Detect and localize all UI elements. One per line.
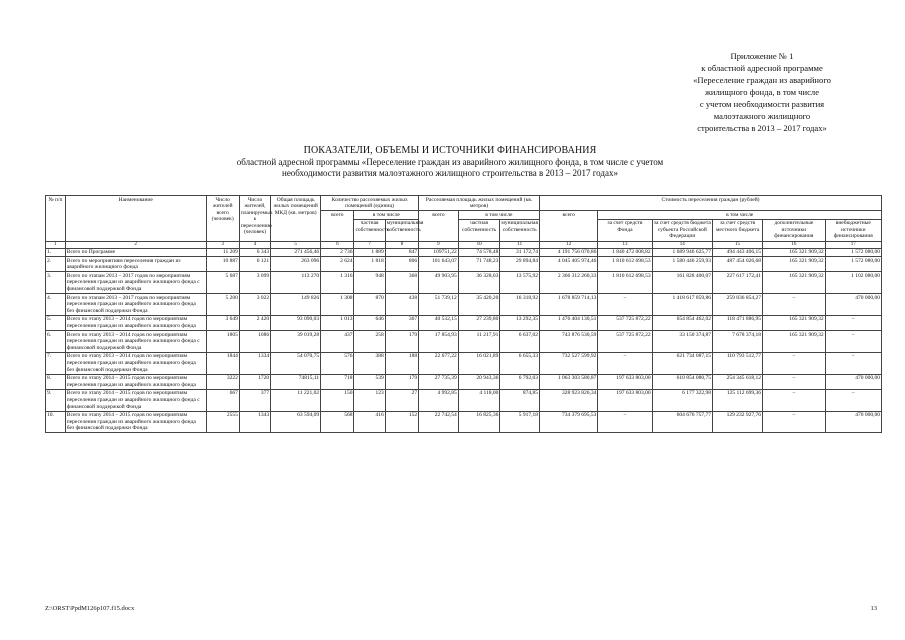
header-cost-group: Стоимость переселения граждан (рублей) — [540, 196, 882, 211]
row-value: 646 — [354, 315, 385, 330]
header-residents: Число жителей всего (человек) — [206, 196, 239, 242]
row-value: 1 580 446 259,93 — [652, 257, 712, 272]
row-value: 39 019,28 — [271, 331, 321, 353]
row-value: 259 836 854,27 — [713, 294, 763, 316]
header-fund: за счет средств Фонда — [598, 219, 652, 241]
row-value: 6 792,03 — [500, 374, 540, 389]
row-value: 165 321 909,32 — [763, 315, 826, 330]
row-value: 1 889 — [354, 248, 385, 257]
row-value: 470 000,00 — [825, 294, 881, 316]
row-value: 5 917,18 — [500, 411, 540, 433]
row-value: 11 217,91 — [458, 331, 500, 353]
column-number: 4 — [239, 241, 270, 248]
header-area: Общая площадь жилых помещений МКД (кв. метров) — [271, 196, 321, 242]
row-value: 16 825,36 — [458, 411, 500, 433]
row-value: 576 — [321, 352, 354, 374]
row-value: 113 270 — [271, 272, 321, 294]
row-value: 6 637,02 — [500, 331, 540, 353]
row-number: 10. — [46, 411, 66, 433]
row-value: 1 840 472 008,82 — [598, 248, 652, 257]
row-value: 1 476 404 130,51 — [540, 315, 598, 330]
row-value: 16 318,92 — [500, 294, 540, 316]
header-area-incl: в том числе — [458, 211, 539, 220]
row-value: 35 420,20 — [458, 294, 500, 316]
column-number: 7 — [354, 241, 385, 248]
row-name: Всего по этапам 2013 – 2017 годов по мероприятиям переселения граждан из аварийного жилищного фонда без финансовой поддержки Фонда — [65, 294, 206, 316]
row-number: 8. — [46, 374, 66, 389]
row-value: 150 — [321, 389, 354, 411]
row-value: 537 725 872,22 — [598, 331, 652, 353]
row-value: 1 572 080,00 — [825, 248, 881, 257]
row-value: – — [598, 352, 652, 374]
column-number-row — [46, 241, 882, 248]
row-value: 7 678 374,18 — [713, 331, 763, 353]
row-name: Всего по этапу 2013 – 2014 годов по мероприятиям переселения граждан из аварийного жилищного фонда с финансовой поддержкой Фонда — [65, 331, 206, 353]
header-resettled: Число жителей, планируемых к переселению (человек) — [239, 196, 270, 242]
column-number: 17 — [825, 241, 881, 248]
row-value: 49 903,95 — [419, 272, 459, 294]
header-rooms-private: частная собственность — [354, 219, 385, 241]
appendix-line: жилищного фонда, в том числе — [704, 87, 820, 97]
row-value: 6 343 — [239, 248, 270, 257]
table-row — [46, 411, 882, 433]
header-additional: дополнительные источники финансирования — [763, 219, 826, 241]
row-value: 5 687 — [206, 272, 239, 294]
row-value: 20 943,36 — [458, 374, 500, 389]
row-value: 36 328,03 — [458, 272, 500, 294]
column-number: 6 — [321, 241, 354, 248]
row-value: 109751,22 — [419, 248, 459, 257]
column-number: 15 — [713, 241, 763, 248]
appendix-line: к областной адресной программе — [701, 63, 823, 73]
row-value: – — [763, 294, 826, 316]
row-value: – — [598, 411, 652, 433]
row-value: 734 379 695,53 — [540, 411, 598, 433]
row-value: 6 177 322,98 — [652, 389, 712, 411]
table-row — [46, 374, 882, 389]
row-value: 806 — [385, 257, 418, 272]
row-value: 377 — [239, 389, 270, 411]
indicators-table — [45, 195, 882, 433]
column-number: 2 — [65, 241, 206, 248]
row-value: – — [825, 352, 881, 374]
row-value: 254 345 618,12 — [713, 374, 763, 389]
row-value: 5 200 — [206, 294, 239, 316]
row-value: 494 443 406,15 — [713, 248, 763, 257]
appendix-line: с учетом необходимости развития — [699, 99, 825, 109]
header-rooms-incl: в том числе — [354, 211, 419, 220]
row-value: 110 793 512,77 — [713, 352, 763, 374]
row-value: 13 575,92 — [500, 272, 540, 294]
row-value: – — [825, 389, 881, 411]
row-value: 33 150 374,87 — [652, 331, 712, 353]
row-name: Всего по этапу 2013 – 2014 годов по мероприятиям переселения граждан из аварийного жилищного фонда — [65, 315, 206, 330]
row-value: 118 471 886,95 — [713, 315, 763, 330]
row-value: 165 321 909,32 — [763, 272, 826, 294]
row-value: 1 810 612 698,53 — [598, 272, 652, 294]
column-number: 5 — [271, 241, 321, 248]
row-value: 179 — [385, 374, 418, 389]
row-value: 604 676 757,77 — [652, 411, 712, 433]
row-value: 4 191 756 070,86 — [540, 248, 598, 257]
column-number: 10 — [458, 241, 500, 248]
row-value: 3 649 — [206, 315, 239, 330]
row-value: 539 — [354, 374, 385, 389]
row-number: 5. — [46, 315, 66, 330]
footer-page-number: 13 — [870, 605, 877, 612]
row-value: 74815,11 — [271, 374, 321, 389]
row-value: 1 678 859 714,13 — [540, 294, 598, 316]
row-number: 6. — [46, 331, 66, 353]
row-value: – — [763, 389, 826, 411]
row-value: 125 112 699,36 — [713, 389, 763, 411]
document-heading — [150, 145, 750, 180]
row-value: 4 118,00 — [458, 389, 500, 411]
row-value: 847 — [385, 248, 418, 257]
row-value: – — [825, 315, 881, 330]
header-area-municipal: муниципальная собственность — [500, 219, 540, 241]
row-value: 1844 — [206, 352, 239, 374]
header-no: № п/п — [46, 196, 66, 242]
appendix-line: строительства в 2013 – 2017 годах» — [697, 123, 827, 133]
row-value: 2 420 — [239, 315, 270, 330]
row-value: 165 321 909,32 — [763, 248, 826, 257]
row-value: 948 — [354, 272, 385, 294]
row-value: 17 854,93 — [419, 331, 459, 353]
page-subtitle-line2: необходимости развития малоэтажного жилищного строительства в 2013 – 2017 годах» — [282, 168, 618, 178]
row-value: 610 854 080,75 — [652, 374, 712, 389]
table-row — [46, 257, 882, 272]
row-value: 165 321 909,32 — [763, 331, 826, 353]
column-number: 1 — [46, 241, 66, 248]
row-value: 149 826 — [271, 294, 321, 316]
row-number: 4. — [46, 294, 66, 316]
row-value: 179 — [385, 331, 418, 353]
header-area-group: Расселяемая площадь жилых помещений (кв. метров) — [419, 196, 540, 211]
row-value: 743 876 530,59 — [540, 331, 598, 353]
row-value: 27 — [385, 389, 418, 411]
header-extra-budget: внебюджетные источники финансирования — [825, 219, 881, 241]
header-rooms-group: Количество расселяемых жилых помещений (единиц) — [321, 196, 419, 211]
row-value: 54 070,75 — [271, 352, 321, 374]
header-rooms-total: всего — [321, 211, 354, 241]
row-value: – — [763, 411, 826, 433]
row-name: Всего по Программе — [65, 248, 206, 257]
row-value: 1805 — [206, 331, 239, 353]
row-value: 1720 — [239, 374, 270, 389]
header-rooms-municipal: муниципальная собственность — [385, 219, 418, 241]
row-value: 188 — [385, 352, 418, 374]
row-value: 51 739,12 — [419, 294, 459, 316]
row-value: – — [763, 352, 826, 374]
column-number: 9 — [419, 241, 459, 248]
row-value: 367 — [385, 315, 418, 330]
row-value: 368 — [385, 272, 418, 294]
row-value: 16 021,89 — [458, 352, 500, 374]
row-value: 1 810 612 698,53 — [598, 257, 652, 272]
row-value: 6 655,33 — [500, 352, 540, 374]
table-row — [46, 294, 882, 316]
column-number: 11 — [500, 241, 540, 248]
row-value: 101 643,07 — [419, 257, 459, 272]
row-value: 621 734 087,15 — [652, 352, 712, 374]
row-value: 22 742,54 — [419, 411, 459, 433]
row-value: 1 308 — [321, 294, 354, 316]
row-name: Всего по этапу 2013 – 2014 годов по мероприятиям переселения граждан из аварийного жилищного фонда без финансовой поддержки Фонда — [65, 352, 206, 374]
column-number: 12 — [540, 241, 598, 248]
row-name: Всего по этапам 2013 – 2017 годов по мероприятиям переселения граждан из аварийного жилищного фонда с финансовой поддержкой Фонда — [65, 272, 206, 294]
row-value: 63 594,09 — [271, 411, 321, 433]
table-row — [46, 331, 882, 353]
row-value: 10 887 — [206, 257, 239, 272]
row-value: 537 725 872,22 — [598, 315, 652, 330]
column-number: 14 — [652, 241, 712, 248]
header-regional: за счет средств бюджета субъекта Российской Федерации — [653, 220, 711, 240]
row-value: 1 689 946 625,77 — [652, 248, 712, 257]
header-local: за счет средств местного бюджета — [713, 219, 763, 241]
row-value: 1 572 080,00 — [825, 257, 881, 272]
page-title: ПОКАЗАТЕЛИ, ОБЪЕМЫ И ИСТОЧНИКИ ФИНАНСИРОВАНИЯ — [303, 145, 597, 156]
header-area-total: всего — [419, 211, 459, 241]
header-area-private: частная собственность — [458, 219, 500, 241]
column-number: 3 — [206, 241, 239, 248]
row-name: Всего по этапу 2014 – 2015 годов по мероприятиям переселения граждан из аварийного жилищного фонда без финансовой поддержки Фонда — [65, 411, 206, 433]
appendix-line: «Переселение граждан из аварийного — [693, 75, 831, 85]
row-value: 22 677,22 — [419, 352, 459, 374]
table-body — [46, 248, 882, 433]
row-value: 667 — [206, 389, 239, 411]
row-value: 263 096 — [271, 257, 321, 272]
table-row — [46, 389, 882, 411]
row-value: 4 992,85 — [419, 389, 459, 411]
row-value: 27 735,39 — [419, 374, 459, 389]
row-value: – — [598, 294, 652, 316]
table-row — [46, 272, 882, 294]
row-value: 6 121 — [239, 257, 270, 272]
row-value: 1 102 080,00 — [825, 272, 881, 294]
row-value: 11 209 — [206, 248, 239, 257]
appendix-line: малоэтажного жилищного — [713, 111, 811, 121]
column-number: 8 — [385, 241, 418, 248]
row-value: 161 828 400,07 — [652, 272, 712, 294]
row-value: 437 — [321, 331, 354, 353]
row-value: 152 — [385, 411, 418, 433]
header-cost-incl: в том числе — [598, 211, 882, 220]
row-value: 74 578,48 — [458, 248, 500, 257]
row-value: 388 — [354, 352, 385, 374]
row-value: – — [763, 374, 826, 389]
appendix-block — [662, 50, 862, 134]
row-value: 718 — [321, 374, 354, 389]
column-number: 16 — [763, 241, 826, 248]
row-value: 258 — [354, 331, 385, 353]
footer-file-path: Z:\ORST\PpdM126p107.f15.docx — [45, 605, 135, 612]
row-value: 93 090,03 — [271, 315, 321, 330]
row-value: – — [825, 331, 881, 353]
row-value: 870 — [354, 294, 385, 316]
page-subtitle-line1: областной адресной программы «Переселение граждан из аварийного жилищного фонда, в том числе с учетом — [236, 156, 664, 167]
row-value: 227 617 172,41 — [713, 272, 763, 294]
row-value: 27 239,80 — [458, 315, 500, 330]
row-value: 1 316 — [321, 272, 354, 294]
table-row — [46, 352, 882, 374]
row-value: 71 748,23 — [458, 257, 500, 272]
row-number: 9. — [46, 389, 66, 411]
row-value: 568 — [321, 411, 354, 433]
row-number: 3. — [46, 272, 66, 294]
row-value: 1334 — [239, 352, 270, 374]
row-value: 732 527 599,92 — [540, 352, 598, 374]
row-value: 123 — [354, 389, 385, 411]
row-value: 29 894,84 — [500, 257, 540, 272]
appendix-line: Приложение № 1 — [730, 51, 794, 61]
column-number: 13 — [598, 241, 652, 248]
table-row — [46, 315, 882, 330]
row-number: 2. — [46, 257, 66, 272]
row-value: 271 456,46 — [271, 248, 321, 257]
row-value: 487 454 026,68 — [713, 257, 763, 272]
row-value: 13 292,35 — [500, 315, 540, 330]
row-value: 165 321 909,32 — [763, 257, 826, 272]
row-value: 2 624 — [321, 257, 354, 272]
table-row — [46, 248, 882, 257]
row-value: 1 013 — [321, 315, 354, 330]
row-value: 3 099 — [239, 272, 270, 294]
row-value: 129 232 927,76 — [713, 411, 763, 433]
header-cost-total: всего — [540, 211, 598, 241]
row-value: 1 063 303 580,87 — [540, 374, 598, 389]
row-value: 4 045 405 974,46 — [540, 257, 598, 272]
row-value: 3 022 — [239, 294, 270, 316]
row-value: 2555 — [206, 411, 239, 433]
row-value: 3222 — [206, 374, 239, 389]
row-value: 197 633 803,00 — [598, 374, 652, 389]
header-name: Наименование — [65, 196, 206, 242]
row-value: 1 418 617 859,86 — [652, 294, 712, 316]
row-value: 2 366 312 260,33 — [540, 272, 598, 294]
row-name: Всего по этапу 2014 – 2015 годов по мероприятиям переселения граждан из аварийного жилищного фонда — [65, 374, 206, 389]
row-value: 654 854 462,02 — [652, 315, 712, 330]
row-name: Всего по мероприятиям переселения граждан из аварийного жилищного фонда — [65, 257, 206, 272]
row-number: 1. — [46, 248, 66, 257]
row-value: 438 — [385, 294, 418, 316]
row-value: 1086 — [239, 331, 270, 353]
row-number: 7. — [46, 352, 66, 374]
row-value: 40 532,15 — [419, 315, 459, 330]
row-value: 470 000,00 — [825, 411, 881, 433]
row-value: 11 221,02 — [271, 389, 321, 411]
row-name: Всего по этапу 2014 – 2015 годов по мероприятиям переселения граждан из аварийного жилищного фонда с финансовой поддержкой Фонда — [65, 389, 206, 411]
row-value: 1 818 — [354, 257, 385, 272]
row-value: 1343 — [239, 411, 270, 433]
row-value: 31 172,74 — [500, 248, 540, 257]
row-value: 874,85 — [500, 389, 540, 411]
row-value: 416 — [354, 411, 385, 433]
row-value: 328 923 826,34 — [540, 389, 598, 411]
row-value: 197 633 803,00 — [598, 389, 652, 411]
row-value: 2 736 — [321, 248, 354, 257]
row-value: 470 000,00 — [825, 374, 881, 389]
